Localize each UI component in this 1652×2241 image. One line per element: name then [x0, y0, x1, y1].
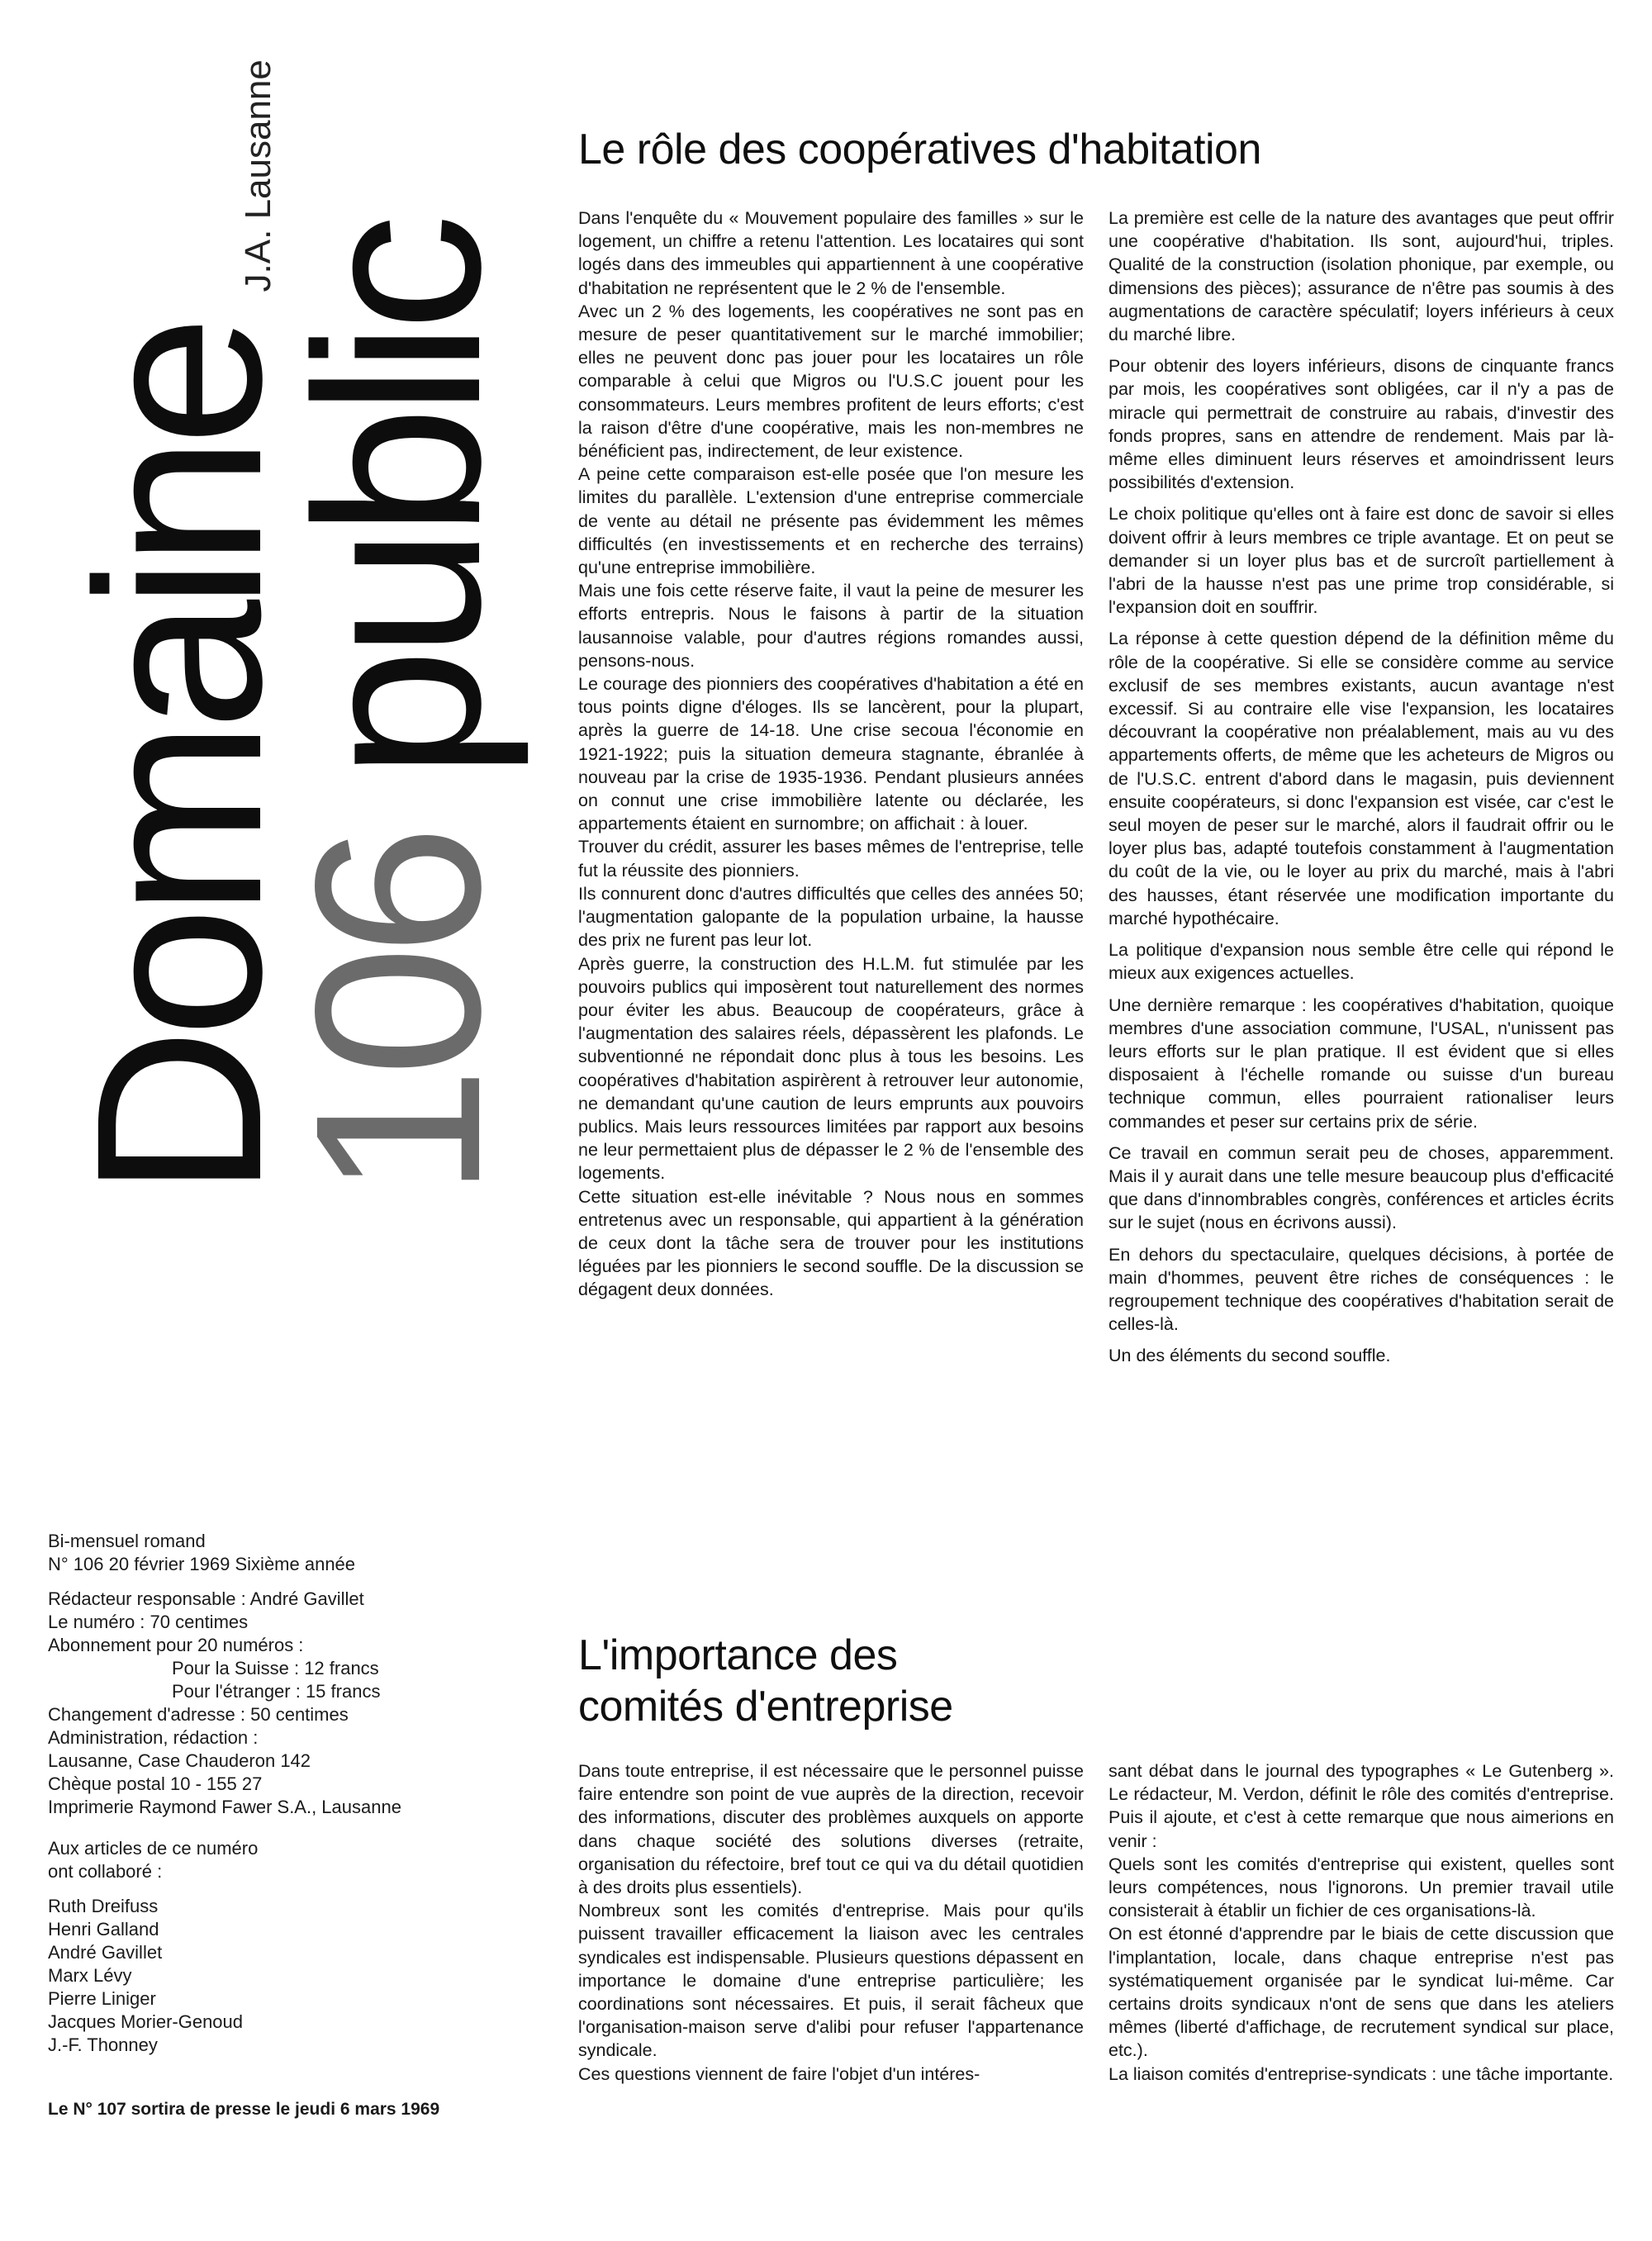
contributors-heading: ont collaboré : — [48, 1861, 163, 1882]
article2-column-1 — [578, 1759, 1084, 2086]
paragraph: Ils connurent donc d'autres difficultés que celles des années 50; l'augmentation galopante de la population urbaine, la hausse des prix ne furent pas leur lot. — [578, 883, 1084, 951]
info-line: Imprimerie Raymond Fawer S.A., Lausanne — [48, 1797, 401, 1817]
next-issue-notice: Le N° 107 sortira de presse le jeudi 6 mars 1969 — [48, 2100, 440, 2119]
info-line: Chèque postal 10 - 155 27 — [48, 1773, 263, 1794]
contributor-name: Henri Galland — [48, 1919, 159, 1940]
contributor-name: Jacques Morier-Genoud — [48, 2011, 244, 2032]
paragraph: On est étonné d'apprendre par le biais de cette discussion que l'implantation, locale, dans chaque entreprise n'est pas systématiquement organisée par le syndicat lui-même. Car certains droits syndicaux n'ont de sens que dans les ateliers mêmes (liberté d'affichage, de recrutement syndical sur place, etc.). — [1108, 1924, 1614, 2061]
contributor-name: J.-F. Thonney — [48, 2034, 158, 2055]
paragraph: Ces questions viennent de faire l'objet d'un intéres- — [578, 2063, 980, 2084]
subscription-price: Pour l'étranger : 15 francs — [172, 1681, 381, 1702]
contributor-name: Pierre Liniger — [48, 1988, 156, 2009]
paragraph: Cette situation est-elle inévitable ? Nous nous en sommes entretenus avec un responsable, qui appartient à la génération de ceux dont la tâche sera de trouver pour les institutions léguées par les pionniers le second souffle. De la discussion se dégagent deux données. — [578, 1186, 1084, 1300]
subscription-price: Pour la Suisse : 12 francs — [172, 1658, 379, 1678]
paragraph: Mais une fois cette réserve faite, il vaut la peine de mesurer les efforts entrepris. Nous le faisons à partir de la situation lausannoise valable, pour d'autres régions romandes aussi, pensons-nous. — [578, 581, 1084, 671]
contributor-name: André Gavillet — [48, 1942, 163, 1963]
contributor-name: Ruth Dreifuss — [48, 1896, 159, 1916]
publication-info — [48, 1530, 535, 2119]
article1-column-2 — [1108, 207, 1614, 1368]
paragraph: Quels sont les comités d'entreprise qui existent, quelles sont leurs compétences, nous l'ignorons. Un premier travail utile consisterait à établir un fichier de ces organisations-là. — [1108, 1854, 1614, 1921]
paragraph: Le courage des pionniers des coopératives d'habitation a été en tous points digne d'éloges. Ils se lancèrent, pour la plupart, après la guerre de 14-18. Une crise secoua l'économie en 1921-1922; puis la situation demeura stagnante, ébranlée à nouveau par la crise de 1935-1936. Pendant plusieurs années on connut une crise immobilière latente ou déclarée, les appartements étaient en surnombre; on affichait : à louer. — [578, 674, 1084, 834]
article2-title-line-2: comités d'entreprise — [578, 1683, 953, 1731]
paragraph: Nombreux sont les comités d'entreprise. Mais pour qu'ils puissent travailler efficacement la liaison avec les centrales syndicales est indispensable. Plusieurs questions dépassent en importance le domaine d'une entreprise particulière; les coordinations sont nécessaires. Et puis, il serait fâcheux que l'organisation-maison serve d'alibi pour refuser l'appartenance syndicale. — [578, 1901, 1084, 2061]
paragraph: Dans l'enquête du « Mouvement populaire des familles » sur le logement, un chiffre a retenu l'attention. Les locataires qui sont logés dans des immeubles qui appartiennent à une coopérative d'habitation ne représentent que le 2 % de l'ensemble. — [578, 208, 1084, 298]
masthead-issue-line — [267, 124, 529, 1198]
masthead — [48, 59, 529, 1198]
masthead-issue-number: 106 — [267, 834, 529, 1198]
masthead-city: J.A. Lausanne — [238, 59, 278, 292]
paragraph: Avec un 2 % des logements, les coopératives ne sont pas en mesure de peser quantitativement sur le marché immobilier; elles ne peuvent donc pas jouer pour les locataires un rôle comparable à celui que Migros ou l'U.S.C jouent pour les consommateurs. Leurs membres profitent de leurs efforts; c'est la raison d'être d'une coopérative, mais les non-membres ne bénéficient pas, indirectement, de leur existence. — [578, 301, 1084, 462]
info-line: N° 106 20 février 1969 Sixième année — [48, 1554, 356, 1574]
paragraph: Après guerre, la construction des H.L.M. fut stimulée par les pouvoirs publics qui imposèrent tout naturellement des normes pour éviter les abus. Beaucoup de coopérateurs, grâce à l'augmentation des salaires réels, dépassèrent les plafonds. Le subventionné ne répondait donc plus à tous les besoins. Les coopératives d'habitation aspirèrent à retrouver leur autonomie, ne demandant qu'une caution de leurs emprunts aux pouvoirs publics. Mais leurs ressources limitées par rapport aux besoins ne leur permettaient plus de dépasser le 2 % de l'ensemble des logements. — [578, 953, 1084, 1184]
info-line: Bi-mensuel romand — [48, 1531, 206, 1551]
paragraph: Une dernière remarque : les coopératives d'habitation, quoique membres d'une association commune, l'USAL, n'unissent pas leurs efforts sur le plan pratique. Il est évident que si elles disposaient à l'échelle romande ou suisse d'un bureau technique commun, elles pourraient rationaliser leurs commandes et peser sur certains prix de série. — [1108, 995, 1614, 1132]
masthead-subtitle-word: public — [267, 223, 529, 780]
article2-title-line-1: L'importance des — [578, 1631, 898, 1679]
info-line: Changement d'adresse : 50 centimes — [48, 1704, 349, 1725]
paragraph: La réponse à cette question dépend de la définition même du rôle de la coopérative. Si elle se considère comme au service exclusif de ses membres existants, aucun avantage n'est excessif. Si au contraire elle vise l'expansion, les locataires découvrant la coopérative non préalablement, mais au vu des appartements offerts, de même que les acheteurs de Migros ou de l'U.S.C. entrent d'abord dans le magasin, puis deviennent ensuite coopérateurs, si donc l'expansion est visée, car c'est le seul moyen de peser sur le marché, alors il faudrait offrir ou le loyer plus bas, adapté toutefois constamment à l'augmentation du coût de la vie, ou le loyer au prix du marché, mais à l'abri des hausses, étant réservée une modification importante du marché hypothécaire. — [1108, 629, 1614, 928]
paragraph: La politique d'expansion nous semble être celle qui répond le mieux aux exigences actuelles. — [1108, 940, 1614, 984]
info-line: Abonnement pour 20 numéros : — [48, 1635, 304, 1655]
paragraph: A peine cette comparaison est-elle posée que l'on mesure les limites du parallèle. L'extension d'une entreprise commerciale de vente au détail ne présente pas évidemment les mêmes difficultés (en investissements et en recherche des terrains) qu'une entreprise immobilière. — [578, 464, 1084, 578]
paragraph: Pour obtenir des loyers inférieurs, disons de cinquante francs par mois, les coopératives sont obligées, car il n'y a pas de miracle qui permettrait de construire au rabais, d'investir des fonds propres, sans en attendre de rendement. Mais par là-même elles diminuent leurs réserves et amoindrissent leurs possibilités d'extension. — [1108, 356, 1614, 493]
article1-title: Le rôle des coopératives d'habitation — [578, 126, 1261, 173]
info-line: Le numéro : 70 centimes — [48, 1612, 249, 1632]
article2-column-2 — [1108, 1759, 1614, 2086]
paragraph: Dans toute entreprise, il est nécessaire que le personnel puisse faire entendre son point de vue auprès de la direction, recevoir des informations, discuter des problèmes auxquels on apporte dans chaque société des solutions diverses (retraite, organisation du réfectoire, bref tout ce qui va du détail quotidien à des droits plus essentiels). — [578, 1761, 1084, 1898]
contributor-name: Marx Lévy — [48, 1965, 132, 1986]
contributors-list — [48, 1895, 535, 2057]
info-line: Lausanne, Case Chauderon 142 — [48, 1750, 311, 1771]
article1-column-1 — [578, 207, 1084, 1302]
paragraph: La liaison comités d'entreprise-syndicats : une tâche importante. — [1108, 2063, 1614, 2084]
contributors-heading: Aux articles de ce numéro — [48, 1838, 259, 1859]
paragraph: sant débat dans le journal des typographes « Le Gutenberg ». Le rédacteur, M. Verdon, définit le rôle des comités d'entreprise. Puis il ajoute, et c'est à cette remarque que nous aimerions en venir : — [1108, 1761, 1614, 1851]
masthead-title: Domaine — [48, 325, 311, 1198]
paragraph: La première est celle de la nature des avantages que peut offrir une coopérative d'habitation. Ils sont, aujourd'hui, triples. Qualité de la construction (isolation phonique, par exemple, ou dimensions des pièces); assurance de n'être pas soumis à des augmentations de caractère spéculatif; loyers inférieurs à ceux du marché libre. — [1108, 208, 1614, 345]
paragraph: En dehors du spectaculaire, quelques décisions, à portée de main d'hommes, peuvent être riches de conséquences : le regroupement technique des coopératives d'habitation serait de celles-là. — [1108, 1244, 1614, 1335]
paragraph: Le choix politique qu'elles ont à faire est donc de savoir si elles doivent offrir à leurs membres ce triple avantage. Et on peut se demander si un loyer plus bas et de surcroît partiellement à l'abri de la hausse n'est pas une prime trop considérable, si l'expansion doit en souffrir. — [1108, 504, 1614, 618]
info-line: Administration, rédaction : — [48, 1727, 259, 1748]
article2-title — [578, 1630, 953, 1732]
info-line: Rédacteur responsable : André Gavillet — [48, 1588, 364, 1609]
paragraph: Un des éléments du second souffle. — [1108, 1346, 1391, 1366]
paragraph: Ce travail en commun serait peu de choses, apparemment. Mais il y aurait dans une telle mesure beaucoup plus d'efficacité que dans d'innombrables congrès, conférences et articles écrits sur le sujet (nous en écrivons aussi). — [1108, 1142, 1614, 1233]
paragraph: Trouver du crédit, assurer les bases mêmes de l'entreprise, telle fut la réussite des pionniers. — [578, 837, 1084, 881]
